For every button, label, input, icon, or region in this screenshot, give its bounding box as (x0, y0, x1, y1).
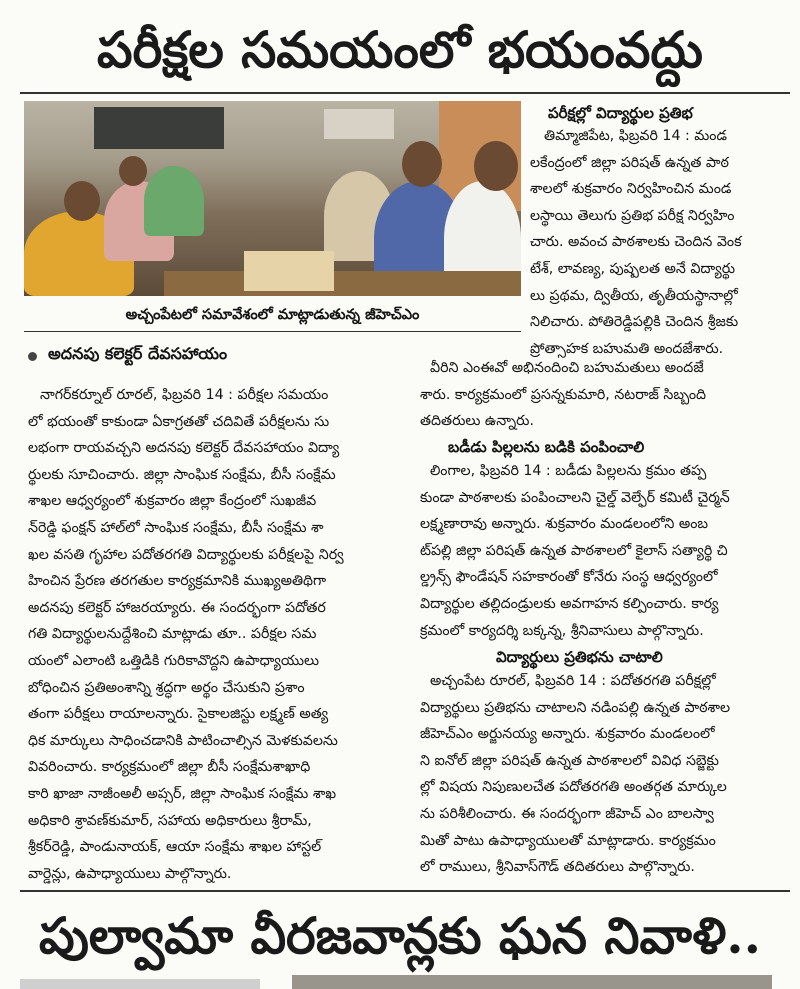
main-headline: పరీక్షల సమయంలో భయంవద్దు (97, 20, 703, 79)
next-story-strip (0, 975, 800, 989)
story-talent-title: పరీక్షల్లో విద్యార్థుల ప్రతిభ (548, 104, 693, 122)
bullet-icon (28, 352, 37, 361)
photo-caption: అచ్చంపేటలో సమావేశంలో మాట్లాడుతున్న జీహెచ్ఎం (125, 307, 420, 323)
story-talent-body-continued: వీరిని ఎంఈవో అభినందించి బహుమతులు అందజే శారు. కార్యక్రమంలో ప్రసన్నకుమారి, నటరాజ్ సిబ్బంది తదితరులు ఉన్నారు. (420, 360, 707, 430)
story-collector-body: నాగర్‌కర్నూల్ రూరల్, ఫిబ్రవరి 14 : పరీక్షల సమయం లో భయంతో కాకుండా ఏకాగ్రతతో చదివితే పరీక్షలను సు లభంగా రాయవచ్చని అదనపు కలెక్టర్ దేవసహాయం విద్యా ర్థులకు సూచించారు. జిల్లా సాంఘిక సంక్షేమ, బీసీ సంక్షేమ శాఖల ఆధ్వర్యంలో శుక్రవారం జిల్లా కేంద్రంలో సుఖజీవ న్‌రెడ్డి ఫంక్షన్ హాల్‌లో సాంఘిక సంక్షేమ, బీసీ సంక్షేమ శా ఖల వసతి గృహాల పదోతరగతి విద్యార్థులకు పరీక్షలపై నిర్వ హించిన ప్రేరణ తరగతుల కార్యక్రమానికి ముఖ్యఅతిథిగా అదనపు కలెక్టర్ హాజరయ్యారు. ఈ సందర్భంగా పదోతర గతి విద్యార్థులనుద్దేశించి మాట్లాడు తూ.. పరీక్షల సమ యంలో ఎలాంటి ఒత్తిడికి గురికావొద్దని ఉపాధ్యాయులు బోధించిన ప్రతిఅంశాన్ని శ్రద్ధగా అర్థం చేసుకుని ప్రశాం తంగా పరీక్షలు రాయాలన్నారు. సైకాలజిస్టు లక్ష్మణ్ అత్య ధిక మార్కులు సాధించడానికి పాటించాల్సిన మెళకువలను వివరించారు. కార్యక్రమంలో జిల్లా బీసీ సంక్షేమశాఖాధి కారి ఖాజా నాజీంఅలీ అప్సర్, జిల్లా సాంఘిక సంక్షేమ శాఖ అధికారి శ్రావణ్‌కుమార్, సహాయ అధికారులు శ్రీరామ్, శ్రీకర్‌రెడ్డి, పాండునాయక్, ఆయా సంక్షేమ శాఖల హాస్టల్ వార్డెన్లు, ఉపాధ్యాయులు పాల్గొన్నారు. (28, 387, 344, 882)
story-students-title: విద్యార్థులు ప్రతిభను చాటాలి (496, 648, 663, 666)
headline-rule (20, 92, 790, 94)
story-children-body: లింగాల, ఫిబ్రవరి 14 : బడీడు పిల్లలను క్రమం తప్ప కుండా పాఠశాలకు పంపించాలని చైల్డ్ వెల్ఫేర్ కమిటీ చైర్మన్ లక్ష్మణారావు అన్నారు. శుక్రవారం మండలంలోని అంబ ట్‌పల్లి జిల్లా పరిషత్ ఉన్నత పాఠశాలలో కైలాస్ సత్యార్థి చి ల్డ్రన్స్ ఫౌండేషన్ సహకారంతో కోనేరు సంస్థ ఆధ్వర్యంలో విద్యార్థుల తల్లిదండ్రులకు అవగాహన కల్పించారు. కార్య క్రమంలో కార్యదర్శి బక్కన్న, శ్రీనివాసులు పాల్గొన్నారు. (420, 463, 730, 639)
story-talent-body: తిమ్మాజిపేట, ఫిబ్రవరి 14 : మండ లకేంద్రంలో జిల్లా పరిషత్ ఉన్నత పాఠ శాలలో శుక్రవారం నిర్వహించిన మండ లస్థాయి తెలుగు ప్రతిభ పరీక్ష నిర్వహిం చారు. అవంచ పాఠశాలకు చెందిన వెంక టేశ్, లావణ్య, పుష్పలత అనే విద్యార్థు లు ప్రథమ, ద్వితీయ, తృతీయస్థానాల్లో నిలిచారు. పోతిరెడ్డిపల్లికి చెందిన శ్రీజకు ప్రోత్సాహక బహుమతి అందజేశారు. (530, 128, 742, 357)
caption-rule (24, 331, 521, 332)
section-rule (20, 890, 790, 892)
story-children-title: బడీడు పిల్లలను బడికి పంపించాలి (448, 438, 645, 456)
bottom-headline: పుల్వామా వీరజవాన్లకు ఘన నివాళి.. (38, 906, 762, 965)
meeting-photo (24, 101, 521, 296)
story-students-body: అచ్చంపేట రూరల్, ఫిబ్రవరి 14 : పదోతరగతి పరీక్షల్లో విద్యార్థులు ప్రతిభను చాటాలని నడింపల్లి ఉన్నత పాఠశాల జీహెచ్ఎం అర్జునయ్య అన్నారు. శుక్రవారం మండలంలో ని ఐనోల్ జిల్లా పరిషత్ ఉన్నత పాఠశాలలో వివిధ సబ్జెక్టు ల్లో విషయ నిపుణులచేత పదోతరగతి అంతర్గత మార్కుల ను పరిశీలించారు. ఈ సందర్భంగా జీహెచ్ ఎం బాలస్వా మితో పాటు ఉపాధ్యాయులతో మాట్లాడారు. కార్యక్రమం లో రాములు, శ్రీనివాస్‌గౌడ్ తదితరులు పాల్గొన్నారు. (420, 673, 731, 876)
story-collector-title: అదనపు కలెక్టర్ దేవసహాయం (48, 344, 228, 363)
